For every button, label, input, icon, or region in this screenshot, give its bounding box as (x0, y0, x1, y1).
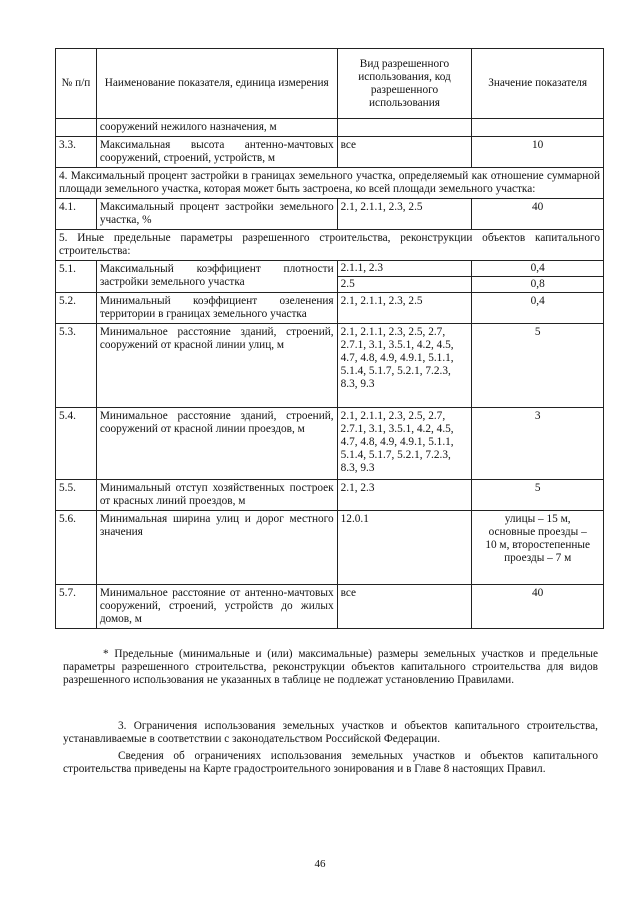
table-row (56, 511, 604, 585)
row-value: 5 (472, 480, 604, 511)
row-use (337, 261, 472, 293)
section-row (56, 168, 604, 199)
row-use: 2.1, 2.1.1, 2.3, 2.5 (337, 199, 472, 230)
row-value-a: 0,4 (530, 262, 545, 274)
row-name: Минимальное расстояние от антенно-мачтовых сооружений, строений, устройств до жилых домов, м (96, 585, 337, 629)
row-name: Максимальный процент застройки земельного участка, % (96, 199, 337, 230)
row-value: улицы – 15 м, основные проезды – 10 м, второстепенные проезды – 7 м (472, 511, 604, 585)
page-number: 46 (314, 858, 326, 870)
row-num: 5.1. (56, 261, 97, 293)
row-name: Максимальная высота антенно-мачтовых сооружений, строений, устройств, м (96, 137, 337, 168)
row-name: Минимальное расстояние зданий, строений, сооружений от красной линии проездов, м (96, 408, 337, 480)
row-value: 40 (472, 199, 604, 230)
row-value: 3 (472, 408, 604, 480)
table-row (56, 293, 604, 324)
row-num: 5.7. (56, 585, 97, 629)
row-name: сооружений нежилого назначения, м (96, 119, 337, 137)
table-row (56, 119, 604, 137)
row-name: Максимальный коэффициент плотности застройки земельного участка (96, 261, 337, 293)
section-4-title: 4. Максимальный процент застройки в границах земельного участка, определяемый как отношение суммарной площади земельного участка, которая может быть застроена, ко всей площади земельного участка: (56, 168, 604, 199)
row-value (472, 261, 604, 293)
table-row (56, 137, 604, 168)
row-name: Минимальная ширина улиц и дорог местного значения (96, 511, 337, 585)
section-row (56, 230, 604, 261)
section-5-title: 5. Иные предельные параметры разрешенного строительства, реконструкции объектов капитального строительства: (56, 230, 604, 261)
parameters-table (55, 48, 604, 629)
row-use: все (337, 585, 472, 629)
header-value: Значение показателя (472, 49, 604, 119)
row-use: 2.1, 2.1.1, 2.3, 2.5, 2.7, 2.7.1, 3.1, 3.5.1, 4.2, 4.5, 4.7, 4.8, 4.9, 4.9.1, 5.1.1, 5.1.4, 5.1.7, 5.2.1, 7.2.3, 8.3, 9.3 (337, 408, 472, 480)
row-use-b: 2.5 (338, 276, 472, 292)
row-use: 2.1, 2.1.1, 2.3, 2.5, 2.7, 2.7.1, 3.1, 3.5.1, 4.2, 4.5, 4.7, 4.8, 4.9, 4.9.1, 5.1.1, 5.1.4, 5.1.7, 5.2.1, 7.2.3, 8.3, 9.3 (337, 324, 472, 408)
table-row (56, 480, 604, 511)
row-num: 5.6. (56, 511, 97, 585)
table-header (56, 49, 604, 119)
row-name: Минимальный коэффициент озеленения территории в границах земельного участка (96, 293, 337, 324)
paragraph-information: Сведения об ограничениях использования земельных участков и объектов капитального строительства приведены на Карте градостроительного зонирования и в Главе 8 настоящих Правил. (63, 750, 598, 776)
row-num: 5.5. (56, 480, 97, 511)
header-num: № п/п (56, 49, 97, 119)
row-use: 2.1, 2.3 (337, 480, 472, 511)
row-num: 5.3. (56, 324, 97, 408)
row-value: 10 (472, 137, 604, 168)
row-num: 5.4. (56, 408, 97, 480)
table-footnote: * Предельные (минимальные и (или) максимальные) размеры земельных участков и предельные параметры разрешенного строительства, реконструкции объектов капитального строительства для видов разрешенного использования не указанных в таблице не подлежат установлению Правилами. (63, 648, 598, 687)
row-use-a: 2.1.1, 2.3 (340, 262, 384, 274)
header-name: Наименование показателя, единица измерения (96, 49, 337, 119)
table-row (56, 408, 604, 480)
table-row (56, 261, 604, 293)
row-value: 5 (472, 324, 604, 408)
row-num: 5.2. (56, 293, 97, 324)
row-use: все (337, 137, 472, 168)
paragraph-restrictions: 3. Ограничения использования земельных участков и объектов капитального строительства, устанавливаемые в соответствии с законодательством Российской Федерации. (63, 720, 598, 746)
table-row (56, 585, 604, 629)
row-use: 12.0.1 (337, 511, 472, 585)
row-value: 0,4 (472, 293, 604, 324)
row-name: Минимальное расстояние зданий, строений, сооружений от красной линии улиц, м (96, 324, 337, 408)
table-row (56, 199, 604, 230)
row-name: Минимальный отступ хозяйственных построек от красных линий проездов, м (96, 480, 337, 511)
row-use: 2.1, 2.1.1, 2.3, 2.5 (337, 293, 472, 324)
row-value-b: 0,8 (472, 276, 603, 292)
row-num: 4.1. (56, 199, 97, 230)
row-value: 40 (472, 585, 604, 629)
table-row (56, 324, 604, 408)
row-num: 3.3. (56, 137, 97, 168)
header-use: Вид разрешенного использования, код разрешенного использования (337, 49, 472, 119)
